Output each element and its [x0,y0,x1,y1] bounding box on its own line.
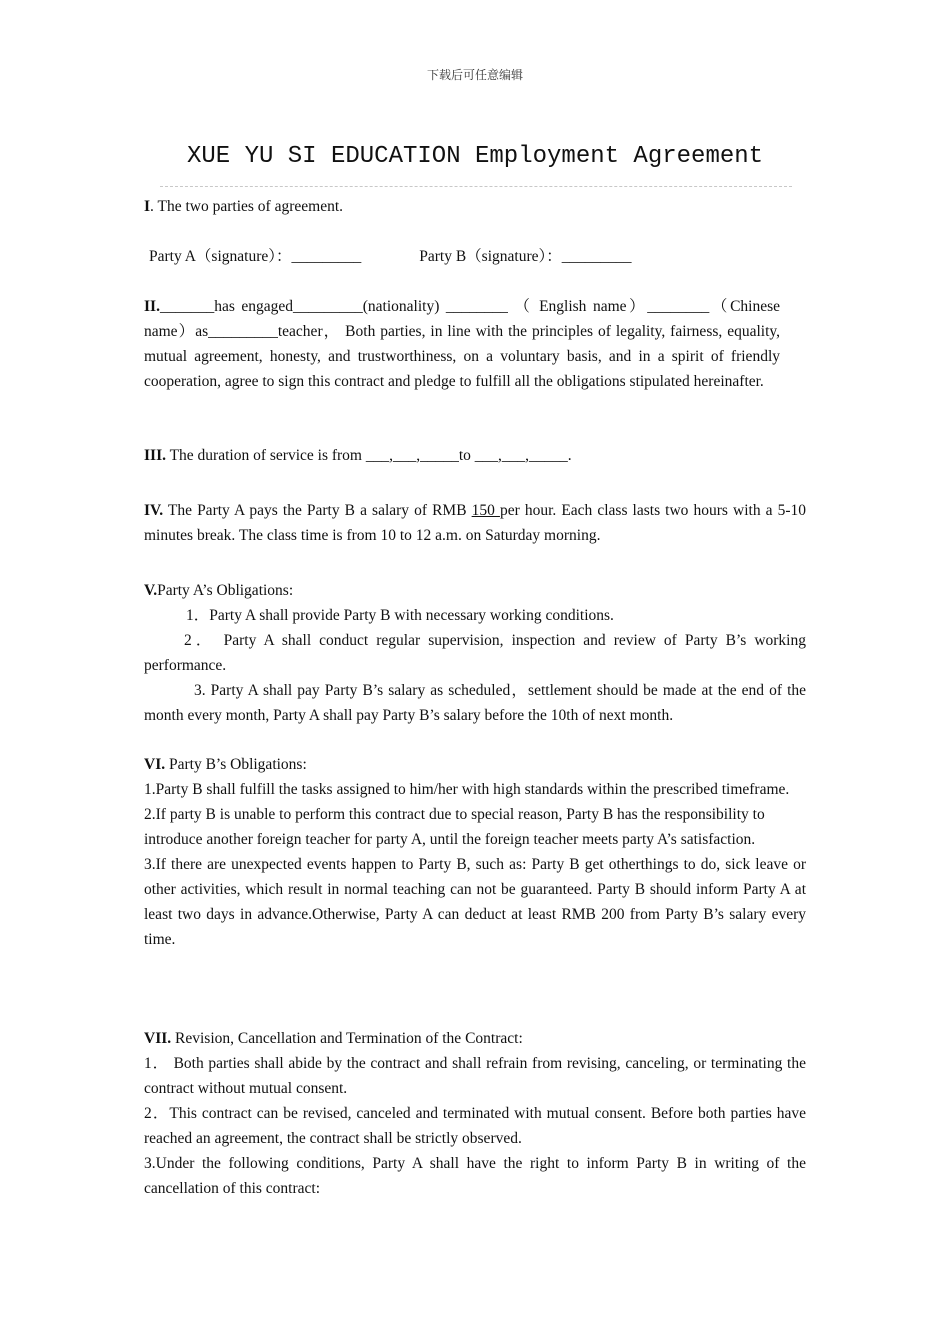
party-b-signature: Party B（signature）：_________ [419,248,632,265]
section-5-heading: Party A’s Obligations: [157,582,294,599]
section-4-number: IV. [144,502,164,519]
section-2 [144,294,780,394]
section-7-item: 1． Both parties shall abide by the contract and shall refrain from revising, canceling, or terminating the contract without mutual consent. [144,1055,806,1097]
section-3 [144,443,806,468]
section-2-number: II. [144,298,160,315]
section-5 [144,578,806,728]
section-6-item: 3.If there are unexpected events happen to Party B, such as: Party B get otherthings to do, sick leave or other activities, which result in normal teaching can not be guaranteed. Party B should inform Party A at least two days in advance.Otherwise, Party A can deduct at least RMB 200 from Party B’s salary every time. [144,856,806,948]
document-title: XUE YU SI EDUCATION Employment Agreement [186,143,764,170]
section-4-text-pre: The Party A pays the Party B a salary of RMB [163,502,472,519]
section-6-number: VI. [144,756,166,773]
section-6-heading: Party B’s Obligations: [165,756,307,773]
section-2-text: _______has engaged_________(nationality) ________ （ English name）________（Chinese name）as_________teacher， Both parties, in line with the principles of legality, fairness, equality, mutual agreement, honesty, and trustworthiness, on a voluntary basis, and in a spirit of friendly cooperation, agree to sign this contract and pledge to fulfill all the obligations stipulated hereinafter. [144,298,780,390]
section-5-item: 1．Party A shall provide Party B with necessary working conditions. [186,607,614,624]
section-7-heading: Revision, Cancellation and Termination of the Contract: [171,1030,523,1047]
section-4 [144,498,806,548]
title-divider [160,186,792,187]
signature-row [144,244,806,269]
section-7-item: 3.Under the following conditions, Party A shall have the right to inform Party B in writing of the cancellation of this contract: [144,1155,806,1197]
section-1-number: I [144,198,151,215]
section-6-item: 1.Party B shall fulfill the tasks assigned to him/her with high standards within the prescribed timeframe. [144,781,790,798]
page-header: 下载后可任意编辑 [426,68,523,82]
section-6 [144,752,806,952]
salary-amount: 150 [471,502,500,519]
section-3-text: The duration of service is from ___,___,_____to ___,___,_____. [165,447,572,464]
section-1-text: . The two parties of agreement. [150,198,344,215]
section-5-number: V. [144,582,158,599]
section-5-item: 3. Party A shall pay Party B’s salary as scheduled，settlement should be made at the end of the month every month, Party A shall pay Party B’s salary before the 10th of next month. [144,682,806,724]
section-1 [144,194,806,219]
party-a-signature: Party A（signature）：_________ [149,248,362,265]
section-4-text-post: per hour. Each class lasts two hours with a 5-10 minutes break. The class time is from 10 to 12 a.m. on Saturday morning. [144,502,807,544]
section-5-item: 2． Party A shall conduct regular supervision, inspection and review of Party B’s working performance. [144,632,806,674]
section-6-item: 2.If party B is unable to perform this contract due to special reason, Party B has the responsibility to introduce another foreign teacher for party A, until the foreign teacher meets party A’s satisfaction. [144,806,765,848]
section-7-number: VII. [144,1030,172,1047]
section-7-item: 2．This contract can be revised, canceled and terminated with mutual consent. Before both parties have reached an agreement, the contract shall be strictly observed. [144,1105,806,1147]
section-7 [144,1026,806,1201]
section-3-number: III. [144,447,166,464]
